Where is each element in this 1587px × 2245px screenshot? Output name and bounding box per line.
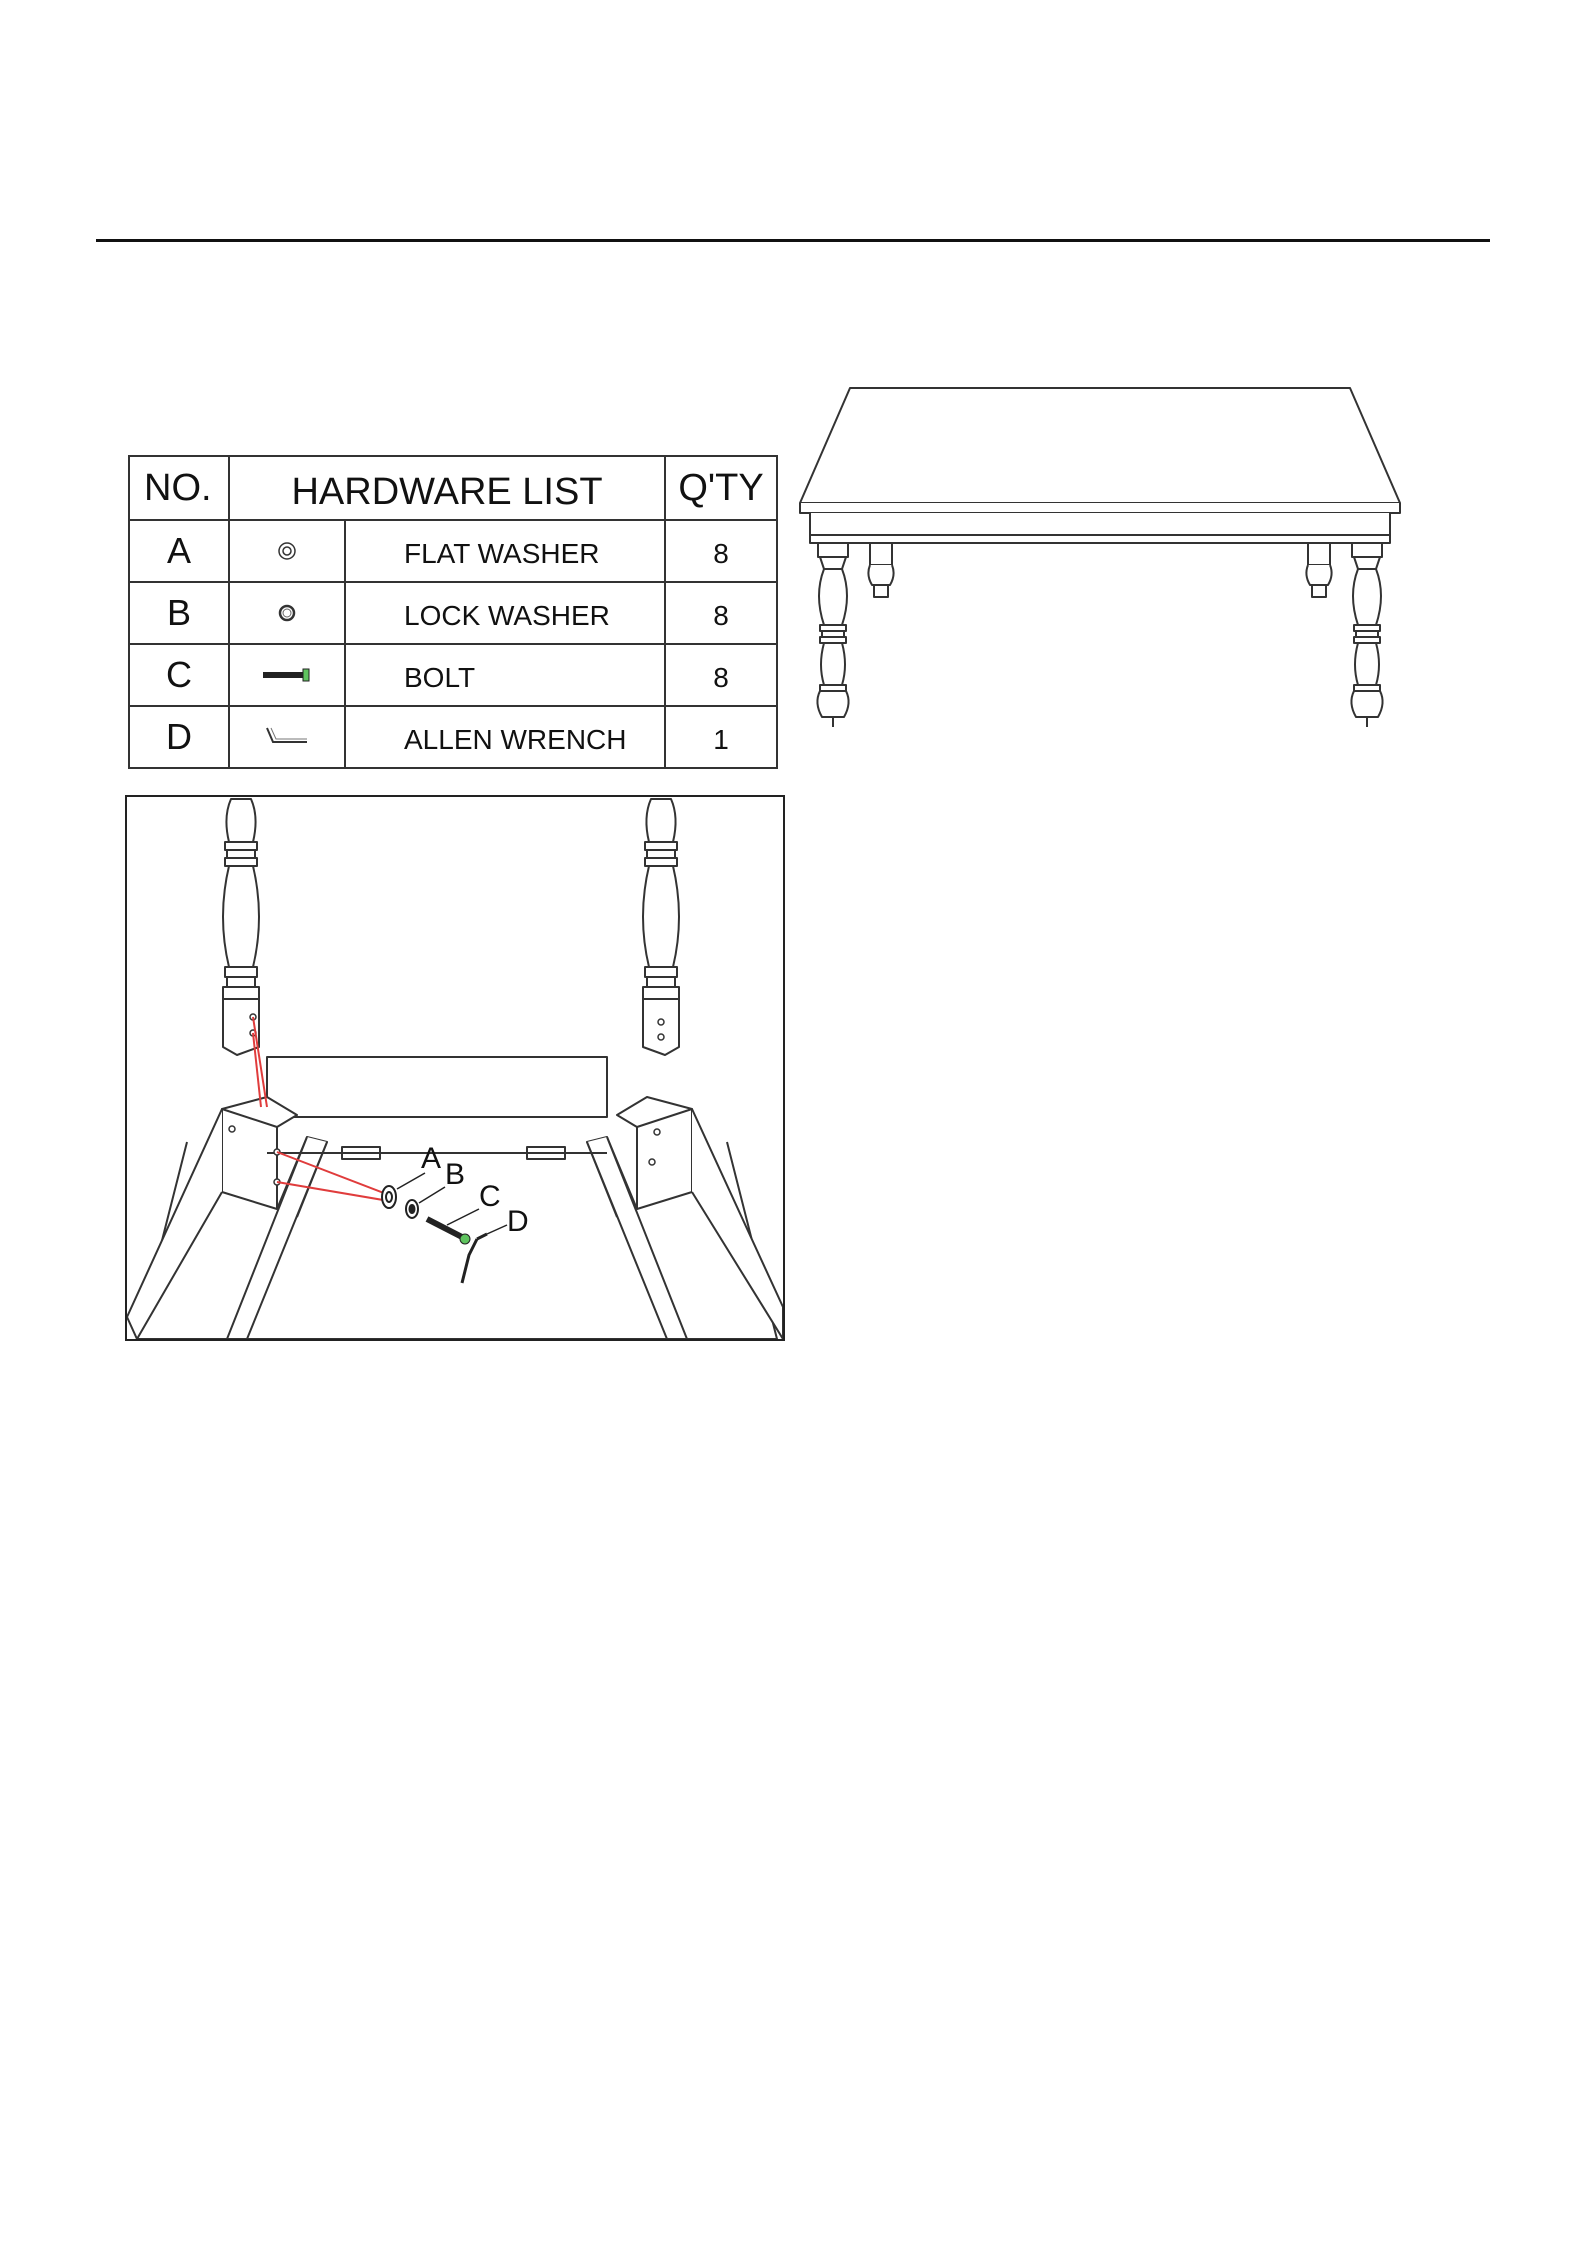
table-row	[129, 706, 777, 768]
callout-c: C	[479, 1180, 501, 1213]
allen-wrench-icon	[257, 722, 317, 752]
part-quantity: 8	[665, 644, 777, 706]
hardware-list-header: HARDWARE LIST	[229, 456, 665, 520]
assembled-table-illustration	[790, 385, 1410, 735]
hardware-table-header	[129, 456, 777, 520]
qty-column-header: Q'TY	[665, 456, 777, 520]
table-row	[129, 644, 777, 706]
part-quantity: 8	[665, 582, 777, 644]
part-letter: B	[129, 582, 229, 644]
callout-a: A	[421, 1142, 442, 1175]
callout-b: B	[445, 1158, 466, 1191]
bolt-icon	[257, 663, 317, 687]
part-description: BOLT	[345, 644, 665, 706]
leg-attachment-illustration	[127, 797, 783, 1339]
part-description: FLAT WASHER	[345, 520, 665, 582]
part-description: ALLEN WRENCH	[345, 706, 665, 768]
part-letter: A	[129, 520, 229, 582]
flat-washer-icon	[272, 536, 302, 566]
lock-washer-icon	[272, 598, 302, 628]
assembly-diagram	[125, 795, 785, 1341]
header-rule	[96, 239, 1490, 242]
table-row	[129, 520, 777, 582]
no-column-header: NO.	[129, 456, 229, 520]
hardware-table	[128, 455, 778, 769]
part-description: LOCK WASHER	[345, 582, 665, 644]
part-quantity: 8	[665, 520, 777, 582]
callout-d: D	[507, 1205, 529, 1238]
table-row	[129, 582, 777, 644]
part-letter: C	[129, 644, 229, 706]
part-quantity: 1	[665, 706, 777, 768]
part-letter: D	[129, 706, 229, 768]
